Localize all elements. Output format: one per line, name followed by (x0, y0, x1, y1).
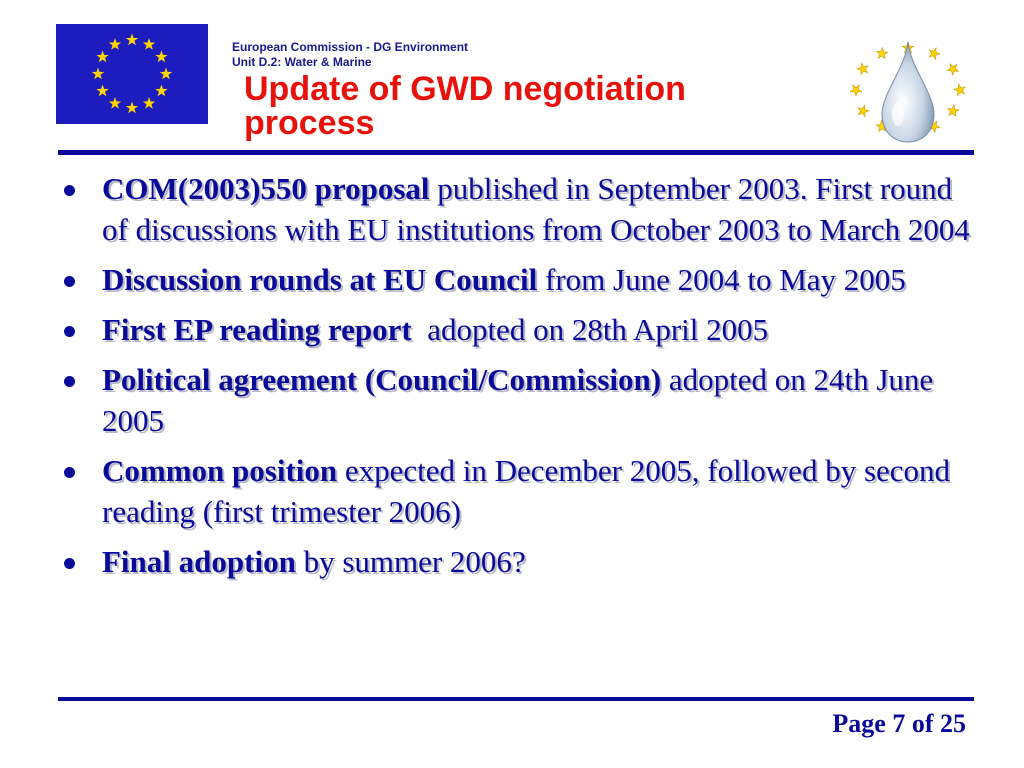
page-number: Page 7 of 25 (832, 709, 966, 738)
logo-star-icon (856, 62, 870, 76)
bullet-text: adopted on 28th April 2005 (411, 312, 769, 347)
logo-star-icon (953, 82, 968, 97)
bullet-dot-icon (64, 185, 75, 196)
bullet-dot-icon (64, 276, 75, 287)
logo-star-icon (927, 46, 941, 60)
organisation-header (232, 40, 468, 70)
bullet-item-5 (60, 450, 970, 532)
bullet-heading: Political agreement (Council/Commission) (102, 362, 662, 397)
bullet-dot-icon (64, 467, 75, 478)
logo-star-icon (946, 61, 962, 77)
bullet-text: published in September 2003. First round of discussions with EU institutions from October 2003 to March 2004 (102, 171, 970, 247)
logo-star-icon (850, 85, 861, 96)
slide-title (244, 72, 686, 140)
footer-divider (58, 697, 974, 701)
logo-star-icon (947, 104, 960, 117)
bullet-dot-icon (64, 326, 75, 337)
bullet-text: by summer 2006? (295, 544, 526, 579)
bullet-heading: Discussion rounds at EU Council (102, 262, 538, 297)
slide-title-line-2: process (244, 104, 375, 142)
bullet-heading: Final adoption (102, 544, 296, 579)
bullet-item-2 (60, 259, 970, 300)
org-line-2: Unit D.2: Water & Marine (232, 55, 372, 69)
bullet-dot-icon (64, 376, 75, 387)
bullet-item-3 (60, 309, 970, 350)
bullet-heading: COM(2003)550 proposal (102, 171, 430, 206)
bullet-heading: First EP reading report (102, 312, 412, 347)
bullet-list (60, 168, 970, 591)
bullet-text: expected in December 2005, followed by second reading (first trimester 2006) (102, 453, 951, 529)
bullet-heading: Common position (102, 453, 338, 488)
bullet-item-6 (60, 541, 970, 582)
slide-title-line-1: Update of GWD negotiation (244, 70, 686, 108)
logo-star-icon (856, 104, 870, 118)
bullet-text: from June 2004 to May 2005 (537, 262, 906, 297)
water-drop-stars-logo-icon (846, 36, 970, 152)
logo-star-icon (874, 46, 890, 62)
header-divider (58, 150, 974, 155)
bullet-text: adopted on 24th June 2005 (102, 362, 934, 438)
eu-flag-icon (56, 24, 208, 124)
bullet-item-1 (60, 168, 970, 250)
bullet-item-4 (60, 359, 970, 441)
org-line-1: European Commission - DG Environment (232, 40, 469, 54)
bullet-dot-icon (64, 558, 75, 569)
